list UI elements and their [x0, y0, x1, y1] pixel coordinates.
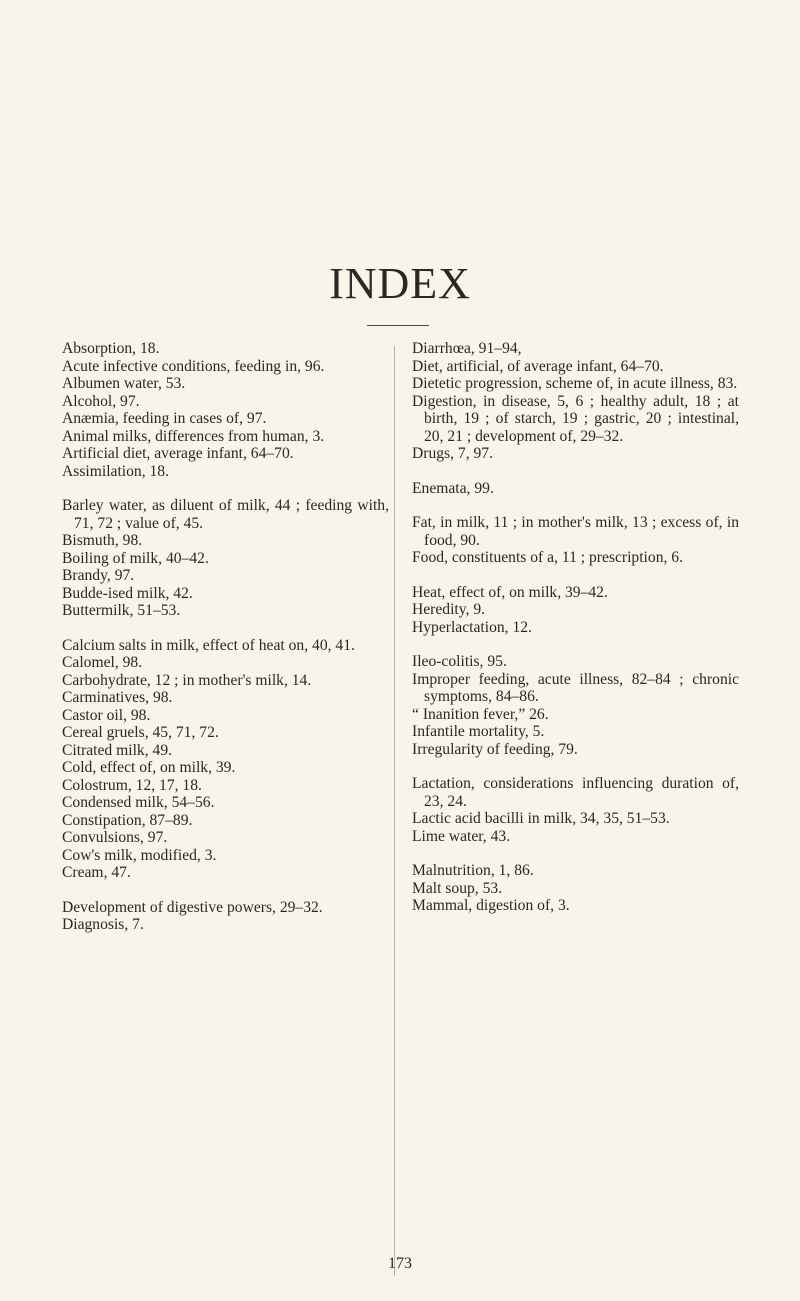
index-entry: Cold, effect of, on milk, 39. — [62, 759, 236, 776]
index-entry: Citrated milk, 49. — [62, 741, 173, 759]
index-entry: Castor oil, 98. — [62, 706, 151, 724]
index-entry: Acute infective conditions, feeding in, 96. — [62, 357, 325, 375]
index-letter-group — [62, 899, 389, 934]
index-letter-group — [62, 637, 389, 882]
title-rule — [367, 325, 429, 326]
index-entry: Constipation, 87–89. — [62, 811, 193, 829]
page-number: 173 — [388, 1255, 412, 1272]
index-entry: Calomel, 98. — [62, 654, 143, 671]
index-entry: Lactic acid bacilli in milk, 34, 35, 51–53. — [412, 810, 670, 827]
index-entry: Food, constituents of a, 11 ; prescription, 6. — [412, 549, 683, 566]
index-entry: Digestion, in disease, 5, 6 ; healthy adult, 18 ; at birth, 19 ; of starch, 19 ; gastric, 20 ; intestinal, 20, 21 ; development of, 29–32. — [412, 392, 739, 445]
index-entry: Artificial diet, average infant, 64–70. — [62, 445, 294, 462]
index-entry: Diarrhœa, 91–94, — [412, 340, 522, 357]
index-entry: Enemata, 99. — [412, 479, 494, 497]
index-entry: Budde-ised milk, 42. — [62, 584, 193, 602]
index-entry: Ileo-colitis, 95. — [412, 653, 507, 670]
index-entry: Diagnosis, 7. — [62, 916, 144, 933]
index-letter-group — [412, 340, 739, 463]
index-entry: Cream, 47. — [62, 864, 131, 881]
index-entry: Bismuth, 98. — [62, 532, 143, 549]
index-entry: Heredity, 9. — [412, 601, 486, 618]
index-entry: Improper feeding, acute illness, 82–84 ; chronic symptoms, 84–86. — [412, 670, 739, 705]
index-entry: Infantile mortality, 5. — [412, 723, 545, 740]
index-entry: Buttermilk, 51–53. — [62, 602, 181, 619]
index-letter-group — [412, 480, 739, 498]
index-entry: Albumen water, 53. — [62, 375, 186, 392]
index-entry: Hyperlactation, 12. — [412, 618, 532, 636]
index-entry: Boiling of milk, 40–42. — [62, 549, 209, 567]
index-entry: Dietetic progression, scheme of, in acute illness, 83. — [412, 375, 738, 392]
index-letter-group — [62, 497, 389, 620]
index-letter-group — [412, 514, 739, 567]
page-title: INDEX — [329, 259, 471, 308]
index-entry: Irregularity of feeding, 79. — [412, 740, 578, 758]
index-entry: Cow's milk, modified, 3. — [62, 846, 217, 864]
index-entry: Alcohol, 97. — [62, 392, 140, 410]
index-entry: Brandy, 97. — [62, 567, 135, 584]
index-entry: Malnutrition, 1, 86. — [412, 862, 534, 879]
index-letter-group — [412, 862, 739, 915]
index-letter-group — [412, 653, 739, 758]
index-letter-group — [62, 340, 389, 480]
index-entry: Fat, in milk, 11 ; in mother's milk, 13 ; excess of, in food, 90. — [412, 514, 739, 549]
index-letter-group — [412, 775, 739, 845]
index-entry: Barley water, as diluent of milk, 44 ; feeding with, 71, 72 ; value of, 45. — [62, 497, 389, 532]
index-column-left — [62, 340, 389, 951]
index-entry: Drugs, 7, 97. — [412, 445, 493, 462]
index-column-right — [412, 340, 739, 932]
index-entry: Colostrum, 12, 17, 18. — [62, 776, 202, 794]
index-entry: Heat, effect of, on milk, 39–42. — [412, 583, 608, 601]
index-entry: Lime water, 43. — [412, 827, 511, 845]
index-entry: Absorption, 18. — [62, 340, 160, 357]
index-entry: Cereal gruels, 45, 71, 72. — [62, 724, 219, 741]
index-entry: Convulsions, 97. — [62, 829, 168, 846]
index-entry: Anæmia, feeding in cases of, 97. — [62, 410, 267, 427]
index-entry: Carminatives, 98. — [62, 689, 173, 706]
column-divider — [394, 346, 395, 1276]
index-entry: “ Inanition fever,” 26. — [412, 705, 549, 723]
index-letter-group — [412, 584, 739, 637]
index-entry: Assimilation, 18. — [62, 462, 169, 480]
index-entry: Lactation, considerations influencing duration of, 23, 24. — [412, 775, 739, 810]
index-entry: Development of digestive powers, 29–32. — [62, 898, 323, 916]
index-entry: Carbohydrate, 12 ; in mother's milk, 14. — [62, 671, 312, 689]
index-entry: Animal milks, differences from human, 3. — [62, 427, 325, 445]
index-entry: Diet, artificial, of average infant, 64–70. — [412, 357, 664, 375]
index-entry: Condensed milk, 54–56. — [62, 794, 215, 811]
index-entry: Calcium salts in milk, effect of heat on, 40, 41. — [62, 636, 355, 654]
index-entry: Malt soup, 53. — [412, 879, 503, 897]
index-entry: Mammal, digestion of, 3. — [412, 897, 570, 914]
